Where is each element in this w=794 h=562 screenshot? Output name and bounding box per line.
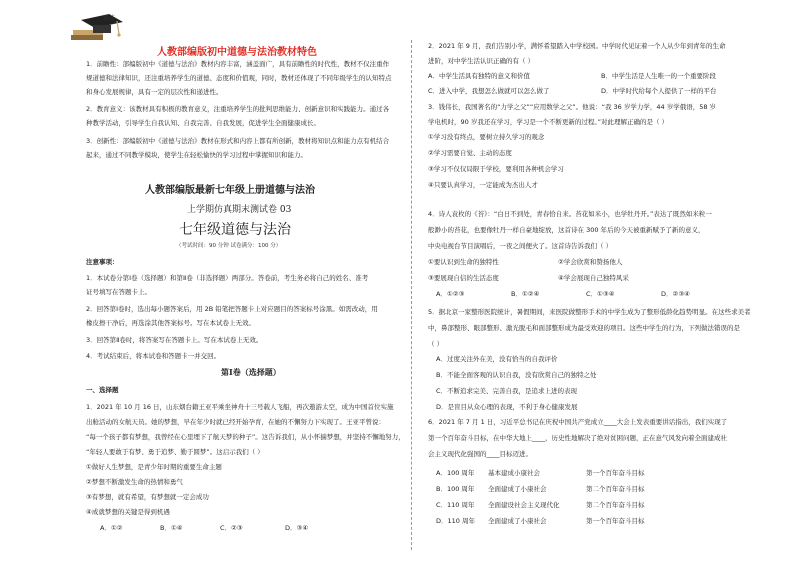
q1-line: 1．2021 年 10 月 16 日，山东烟台籍王亚平乘坐神舟十三号载人飞船，再次遨游太空，成为中国首位实施 <box>86 403 394 411</box>
q6-row-b-mid: 全面建成了小康社会 <box>488 485 547 493</box>
note-line: 橡皮擦干净后，再选涂其他答案标号。写在本试卷上无效。 <box>86 319 255 327</box>
notes-heading: 注意事项： <box>86 258 119 266</box>
q2-option-c: C．进入中学，我想怎么做就可以怎么做了 <box>428 87 550 95</box>
q6-row-c-mid: 全面建设社会主义现代化 <box>488 501 560 509</box>
q1-option: ①做好人生梦想，是青少年时期的重要生命主题 <box>86 463 222 471</box>
q6-row-b: B．100 周年 <box>436 485 475 493</box>
q4-option: ③要展现自信的生活态度 <box>428 274 499 282</box>
q4-option: ②学会欣赏和赞扬他人 <box>558 258 623 266</box>
logo-label: 道法 <box>103 15 116 22</box>
q5-line: 5．据北京一家整形医院统计，暑假期间，来医院做整形手术的中学生成为了整形低龄化趋势明显。在这些求美者 <box>428 308 751 316</box>
q3-option: ③学习不仅仅局限于学校，要利用各种机会学习 <box>428 165 564 173</box>
q6-line: 6．2021 年 7 月 1 日，习近平总书记在庆祝中国共产党成立____大会上发表重要讲话指出，我们实现了 <box>428 418 728 426</box>
q6-row-d-end: 第一个百年奋斗目标 <box>586 517 645 525</box>
column-divider <box>411 40 412 550</box>
section-title: 第Ⅰ卷（选择题） <box>221 367 281 377</box>
q6-row-year: A．100 周年 <box>436 469 475 477</box>
q5-option-b: B．不能全面客观的认识自我，没有欣赏自己的独特之处 <box>436 371 597 379</box>
feature-3-line-1: 3．创新性：部编版初中《道德与法治》教材在形式和内容上都有所创新，教材将知识点和能力点有机结合 <box>86 137 390 145</box>
q4-line: 般渺小的苔花，也要像牡丹一样自豪地绽放，这首诗在 300 年后的今天被重新赋予了新的意义， <box>428 226 705 234</box>
q2-option-a: A．中学生活具有独特的意义和价值 <box>428 72 530 80</box>
q3-option: ①学习没有终点，要树立持久学习的观念 <box>428 133 545 141</box>
exam-subtitle: 上学期仿真期末测试卷 03 <box>187 205 292 215</box>
q5-option-c: C．不断追求完美、完善自我，是追求上进的表现 <box>436 387 578 395</box>
q4-choice-a: A．①②③ <box>436 290 465 298</box>
graduation-cap-icon <box>67 8 127 46</box>
q3-line: 学电机时，90 岁我还在学习，学习是一个不断更新的过程。”对此理解正确的是（ ） <box>428 118 669 126</box>
q6-line: 会主义现代化强国的____目标迈进。 <box>428 450 532 458</box>
q4-choice-d: D．②③④ <box>661 290 690 298</box>
q1-line: 出舱活动的女航天员。她的梦想，早在年少时就已经开始孕育，在她的不懈努力下实现了。王亚平曾说： <box>86 418 385 426</box>
q4-option: ①要认识到生命的独特性 <box>428 258 499 266</box>
q1-line: “每一个孩子都有梦想，我曾经在心里埋下了航天梦的种子”。这告诉我们，从小怀揣梦想，并坚持不懈地努力， <box>86 433 405 441</box>
q1-option: ③有梦想，就有希望，有梦想就一定会成功 <box>86 493 209 501</box>
note-line: 3．回答第Ⅱ卷时，将答案写在答题卡上。写在本试卷上无效。 <box>86 336 263 344</box>
q4-line: 4．诗人袁枚的《苔》：“白日不到处，青春恰自来。苔花如米小，也学牡丹开。”表达了既然如米粒一 <box>428 210 712 218</box>
q2-line: 2．2021 年 9 月，我们告别小学，满怀希望踏入中学校园。中学时代见证着一个人从少年到青年的生命 <box>428 42 726 50</box>
exam-meta: （考试时间：90 分钟 试卷满分：100 分） <box>176 243 282 249</box>
q1-choice-c: C．②③ <box>220 524 243 532</box>
q3-option: ④只要认真学习，一定能成为杰出人才 <box>428 181 538 189</box>
note-line: 证号填写在答题卡上。 <box>86 288 151 296</box>
q5-line: （ ） <box>428 340 444 348</box>
q6-row-d: D．110 周年 <box>436 517 475 525</box>
exam-subject: 七年级道德与法治 <box>179 222 291 238</box>
q2-option-d: D．中学时代给每个人提供了一样的平台 <box>601 87 717 95</box>
q1-choice-d: D．③④ <box>285 524 309 532</box>
feature-1-line-3: 和身心发展规律，具有一定的层次性和递进性。 <box>86 88 223 96</box>
q6-row-a-end: 第一个百年奋斗目标 <box>586 469 645 477</box>
note-line: 2．回答第Ⅰ卷时，选出每小题答案后，用 2B 铅笔把答题卡上对应题目的答案标号涂黑。如需改动，用 <box>86 305 378 313</box>
q6-row-d-mid: 全面建成了小康社会 <box>488 517 547 525</box>
feature-3-line-2: 起来，通过不同教学模块，使学生在轻松愉快的学习过程中掌握知识和能力。 <box>86 151 307 159</box>
q1-option: ④成就梦想的关键是得到机遇 <box>86 508 170 516</box>
q2-line: 进阶，对中学生活认识正确的有（ ） <box>428 57 535 65</box>
right-column <box>416 0 794 562</box>
note-line: 4．考试结束后，将本试卷和答题卡一并交回。 <box>86 352 221 360</box>
q4-line: 中央电视台节目演唱后，一夜之间便火了。这首诗告诉我们（ ） <box>428 242 613 250</box>
q6-row-c: C．110 周年 <box>436 501 475 509</box>
q6-row-c-end: 第二个百年奋斗目标 <box>586 501 645 509</box>
q1-line: “年轻人要敢于有梦、勇于追梦、勤于圆梦”。这启示我们（ ） <box>86 448 264 456</box>
q6-row-a <box>436 468 474 477</box>
exam-main-title: 人教部编版最新七年级上册道德与法治 <box>145 185 315 196</box>
q1-choice-b: B．①④ <box>160 524 183 532</box>
brand-heading: 人教部编版初中道德与法治教材特色 <box>157 47 317 58</box>
q6-row-b-end: 第二个百年奋斗目标 <box>586 485 645 493</box>
q1-choice-a: A．①② <box>100 524 123 532</box>
feature-2-line-1: 2．教育意义：该教材具有积极的教育意义，注重培养学生的批判思维能力、创新意识和实践能力。通过各 <box>86 105 390 113</box>
q2-option-b: B．中学生活是人生唯一的一个重要阶段 <box>601 72 716 80</box>
feature-2-line-2: 种教学活动，引导学生自我认知、自我完善、自我发展，促进学生全面健康成长。 <box>86 119 320 127</box>
q6-line: 第一个百年奋斗目标，在中华大地上____，历史性地解决了绝对贫困问题，正在意气风发向着全面建成社 <box>428 434 727 442</box>
feature-1-line-2: 规道德和法律知识，还注重培养学生的道德、态度和价值观，同时，教材还体现了不同年级学生的认知特点 <box>86 74 392 82</box>
q1-option: ②梦想不断激发生命的热情和勇气 <box>86 478 183 486</box>
note-line: 1．本试卷分第Ⅰ卷（选择题）和第Ⅱ卷（非选择题）两部分。答卷前，考生务必将自己的姓名、准考 <box>86 274 369 282</box>
feature-1-line-1: 1．前瞻性：部编版初中《道德与法治》教材内容丰富，涵盖面广，具有前瞻性的时代性，教材不仅注重作 <box>86 60 390 68</box>
q4-choice-c: C．①③④ <box>586 290 615 298</box>
q5-option-d: D．是盲目从众心理的表现，不利于身心健康发展 <box>436 403 578 411</box>
q5-line: 中，鼻部整形、眼部整形、激光脱毛和面部整形成为最受欢迎的项目。这些中学生的行为，下列做法错误的是 <box>428 324 740 332</box>
q3-line: 3．钱伟长，我国著名的“力学之父”“应用数学之父”。他说：“我 36 岁学力学，44 岁学俄语，58 岁 <box>428 103 717 111</box>
part1-label: 一、选择题 <box>86 386 119 394</box>
q4-option: ④学会展现自己独特风采 <box>558 274 629 282</box>
q3-option: ②学习需要自觉、主动的态度 <box>428 149 512 157</box>
q4-choice-b: B．①②④ <box>511 290 540 298</box>
q6-row-a-mid: 基本建成小康社会 <box>488 469 540 477</box>
q5-option-a: A．过度关注外在美，没有恰当的自我评价 <box>436 355 558 363</box>
